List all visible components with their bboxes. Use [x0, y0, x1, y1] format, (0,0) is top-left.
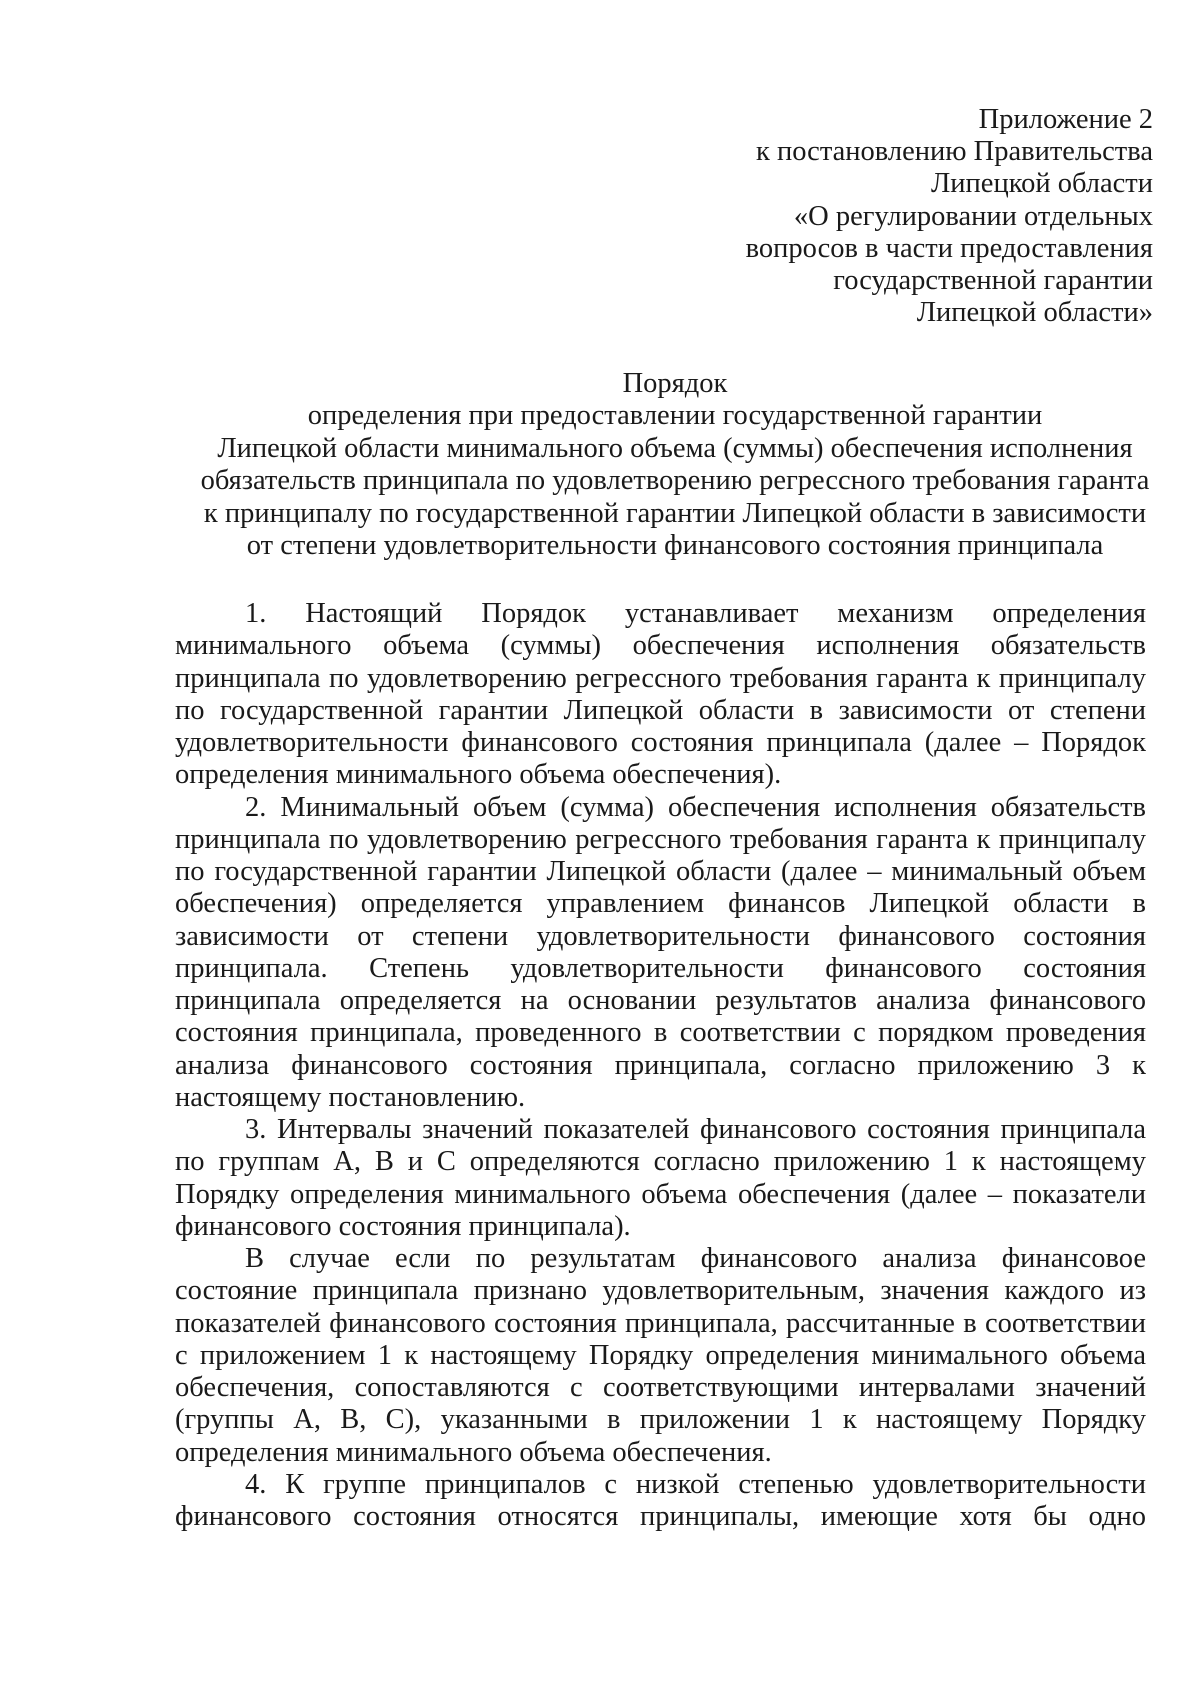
appendix-line: Липецкой области — [930, 168, 1153, 200]
title-line: обязательств принципала по удовлетворению регрессного требования гаранта — [200, 465, 1150, 497]
title-line: Липецкой области минимального объема (суммы) обеспечения исполнения — [217, 432, 1133, 464]
title-line: от степени удовлетворительности финансового состояния принципала — [246, 530, 1104, 562]
document-title — [175, 368, 1175, 562]
title-line: к принципалу по государственной гарантии Липецкой области в зависимости — [203, 497, 1147, 529]
paragraph-2: 2. Минимальный объем (сумма) обеспечения исполнения обязательств принципала по удовлетворению регрессного требования гаранта к принципалу по государственной гарантии Липецкой области (далее – минимальный объем обеспечения) определяется управлением финансов Липецкой области в зависимости от степени удовлетворительности финансового состояния принципала. Степень удовлетворительности финансового состояния принципала определяется на основании результатов анализа финансового состояния принципала, проведенного в соответствии с порядком проведения анализа финансового состояния принципала, согласно приложению 3 к настоящему постановлению. — [175, 791, 1146, 1113]
appendix-line: вопросов в части предоставления — [745, 232, 1153, 264]
paragraph-1: 1. Настоящий Порядок устанавливает механизм определения минимального объема (суммы) обеспечения исполнения обязательств принципала по удовлетворению регрессного требования гаранта к принципалу по государственной гарантии Липецкой области в зависимости от степени удовлетворительности финансового состояния принципала (далее – Порядок определения минимального объема обеспечения). — [175, 598, 1146, 791]
appendix-line: к постановлению Правительства — [755, 136, 1153, 168]
title-heading: Порядок — [622, 368, 728, 399]
paragraph-3-cont: В случае если по результатам финансового анализа финансовое состояние принципала признано удовлетворительным, значения каждого из показателей финансового состояния принципала, рассчитанные в соответствии с приложением 1 к настоящему Порядку определения минимального объема обеспечения, сопоставляются с соответствующими интервалами значений (группы А, В, С), указанными в приложении 1 к настоящему Порядку определения минимального объема обеспечения. — [175, 1243, 1146, 1468]
document-body — [175, 598, 1146, 1533]
appendix-line: «О регулировании отдельных — [793, 200, 1153, 232]
appendix-line: Приложение 2 — [978, 104, 1153, 135]
appendix-header — [593, 104, 1153, 329]
paragraph-3: 3. Интервалы значений показателей финансового состояния принципала по группам А, В и С определяются согласно приложению 1 к настоящему Порядку определения минимального объема обеспечения (далее – показатели финансового состояния принципала). — [175, 1114, 1146, 1242]
appendix-line: Липецкой области» — [916, 297, 1153, 329]
title-line: определения при предоставлении государственной гарантии — [307, 400, 1043, 432]
paragraph-4: 4. К группе принципалов с низкой степенью удовлетворительности финансового состояния относятся принципалы, имеющие хотя бы одно — [175, 1468, 1146, 1532]
appendix-line: государственной гарантии — [833, 265, 1153, 297]
